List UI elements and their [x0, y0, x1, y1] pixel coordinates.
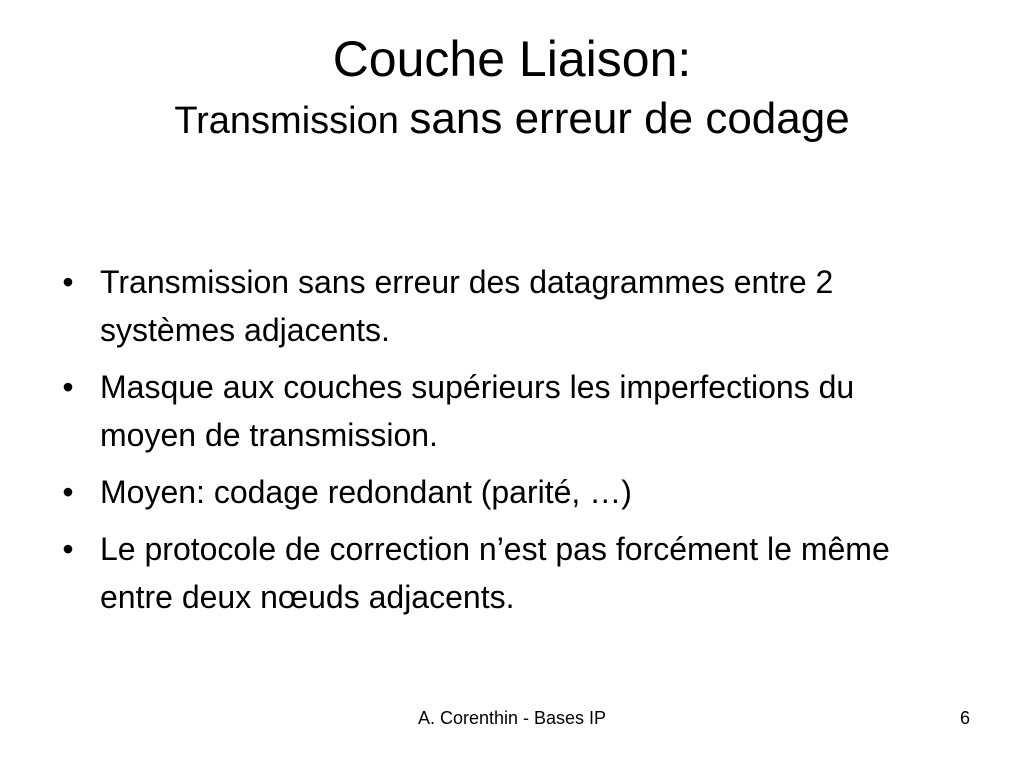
title-line-2-large: sans erreur de codage — [409, 94, 850, 143]
title-line-2-small: Transmission — [174, 100, 410, 142]
bullet-item — [58, 468, 958, 516]
bullet-icon: • — [62, 531, 74, 567]
bullet-text: Masque aux couches supérieurs les imperfections du moyen de transmission. — [100, 369, 855, 453]
title-line-2 — [0, 88, 1024, 157]
bullet-list — [58, 258, 958, 630]
slide-title — [0, 30, 1024, 157]
footer-author: A. Corenthin - Bases IP — [417, 708, 607, 728]
bullet-icon: • — [62, 369, 74, 405]
bullet-text: Le protocole de correction n’est pas forcément le même entre deux nœuds adjacents. — [100, 531, 890, 615]
bullet-icon: • — [62, 474, 74, 510]
bullet-item — [58, 258, 958, 354]
bullet-icon: • — [62, 264, 74, 300]
bullet-text: Moyen: codage redondant (parité, …) — [100, 474, 632, 510]
bullet-text: Transmission sans erreur des datagrammes entre 2 systèmes adjacents. — [100, 264, 834, 348]
bullet-item — [58, 363, 958, 459]
title-line-1: Couche Liaison: — [332, 31, 692, 87]
bullet-item — [58, 525, 958, 621]
page-number: 6 — [959, 708, 970, 728]
